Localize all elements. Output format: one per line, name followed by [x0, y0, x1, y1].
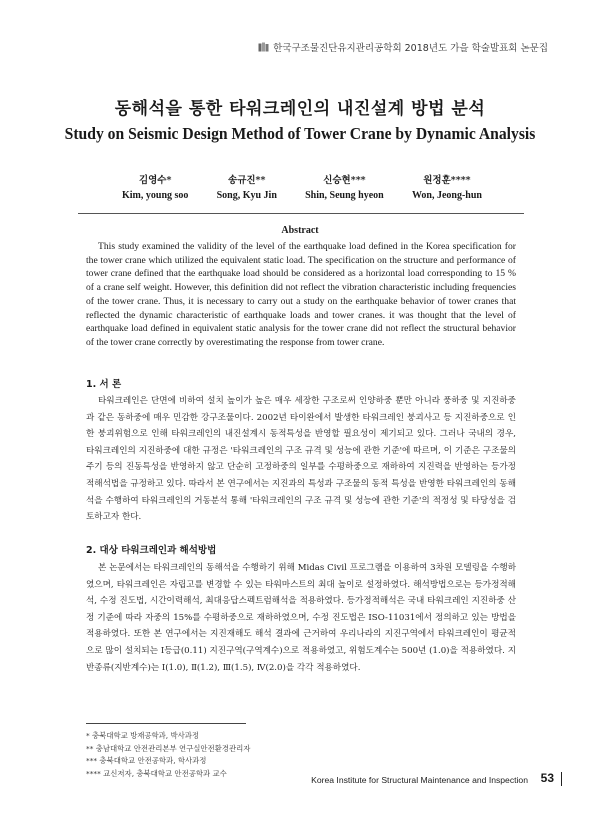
- section-heading-methods: 2. 대상 타워크레인과 해석방법: [86, 545, 217, 556]
- running-head-text: 한국구조물진단유지관리공학회 2018년도 가을 학술발표회 논문집: [273, 43, 548, 54]
- journal-icon: [258, 42, 269, 53]
- footnotes: [86, 730, 386, 780]
- author-name-korean: 원정훈****: [423, 175, 471, 186]
- author-name-korean: 신승현***: [323, 175, 366, 186]
- abstract-heading: Abstract: [281, 225, 319, 236]
- author-name-english: Song, Kyu Jin: [216, 190, 277, 201]
- header-divider: [78, 213, 524, 214]
- title-korean: 동해석을 통한 타워크레인의 내진설계 방법 분석: [114, 99, 486, 119]
- footnote: * 충북대학교 방재공학과, 박사과정: [86, 731, 200, 740]
- footnote-divider: [86, 723, 246, 724]
- author: [122, 172, 188, 201]
- section-text-methods: 본 논문에서는 타워크레인의 동해석을 수행하기 위해 Midas Civil 프로그램을 이용하여 3차원 모델링을 수행하였으며, 타워크레인은 자립고를 변경할 수 있는 타워마스트의 최대 높이로 설정하였다. 해석방법으로는 등가정적해석, 수정 진도법, 시간이력해석, 최대응답스펙트럼해석을 적용하였다. 등가정적해석은 국내 타워크레인 지진하중 산정 기준에 따라 자중의 15%를 수평하중으로 재하하였으며, 수정 진도법은 ISO-11031에서 정의하고 있는 방법을 적용하였다. 또한 본 연구에서는 지진재해도 해석 결과에 근거하여 우리나라의 지진구역에서 타워크레인이 평균적으로 많이 설치되는 I등급(0.11) 지진구역(구역계수)으로 적용하였고, 위험도계수는 500년 (1.0)을 적용하였다. 지반종류(지반계수)는 Ⅰ(1.0), Ⅱ(1.2), Ⅲ(1.5), Ⅳ(2.0)을 각각 적용하였다.: [86, 563, 516, 673]
- author: [305, 172, 384, 201]
- footer-journal-name: Korea Institute for Structural Maintenance and Inspection: [311, 775, 528, 785]
- footnote: ** 충남대학교 안전관리본부 연구실안전환경관리자: [86, 743, 251, 753]
- running-head: [258, 40, 548, 54]
- author-name-korean: 송규진**: [228, 175, 266, 186]
- author-name-english: Won, Jeong-hun: [411, 190, 482, 201]
- footnote: **** 교신저자, 충북대학교 안전공학과 교수: [86, 768, 227, 778]
- title-english: Study on Seismic Design Method of Tower Crane by Dynamic Analysis: [64, 124, 536, 143]
- footnote: *** 충북대학교 안전공학과, 학사과정: [86, 756, 207, 766]
- section-text-introduction: 타워크레인은 단면에 비하여 설치 높이가 높은 매우 세장한 구조로써 인양하중 뿐만 아니라 풍하중 및 지진하중과 같은 동하중에 매우 민감한 강구조물이다. 2002년 타이완에서 발생한 타워크레인 붕괴사고 등 지진하중으로 인한 붕괴위험으로 인해 타워크레인의 내진설계시 동적특성을 반영할 필요성이 제기되고 있다. 그러나 국내의 경우, 타워크레인의 지진하중에 대한 규정은 '타워크레인의 구조 규격 및 성능에 관한 기준'에 따르며, 이 기준은 구조물의 주기 등의 진동특성을 반영하지 않고 단순히 고정하중의 일부를 수평하중으로 재하하여 지진력을 반영하는 등가정적해석법을 규정하고 있다. 따라서 본 연구에서는 지진과의 특성과 구조물의 동적 특성을 반영한 타워크레인의 동해석을 수행하여 타워크레인의 거동분석 통해 '타워크레인의 구조 규격 및 성능에 관한 기준'의 적정성 및 타당성을 검토하고자 한다.: [86, 396, 516, 523]
- author: [217, 172, 277, 201]
- section-heading-introduction: 1. 서 론: [86, 379, 122, 390]
- author: [412, 172, 482, 201]
- author-name-korean: 김영수*: [138, 175, 172, 186]
- author-list: [122, 172, 482, 201]
- page-number-bar: [561, 772, 563, 786]
- author-name-english: Shin, Seung hyeon: [305, 190, 384, 201]
- page-number: 53: [540, 771, 554, 785]
- author-name-english: Kim, young soo: [122, 190, 189, 201]
- abstract-text: This study examined the validity of the level of the earthquake load defined in the Korea specification for the tower crane which utilized the equivalent static load. The specification on the structure and performance of tower crane defined that the earthquake load should be considered as a horizontal load corresponding to 15 % of a crane self weight. However, this definition did not reflect the vibration characteristic including frequencies of the tower crane. Thus, it is necessary to carry out a study on the earthquake behavior of tower cranes that reflected the dynamic characteristic of earthquake loads and tower cranes. it was thought that the level of earthquake load defined in equivalent static analysis for the tower crane did not reflect the structural behavior of the tower crane correctly by overestimating the response from tower crane.: [86, 241, 516, 348]
